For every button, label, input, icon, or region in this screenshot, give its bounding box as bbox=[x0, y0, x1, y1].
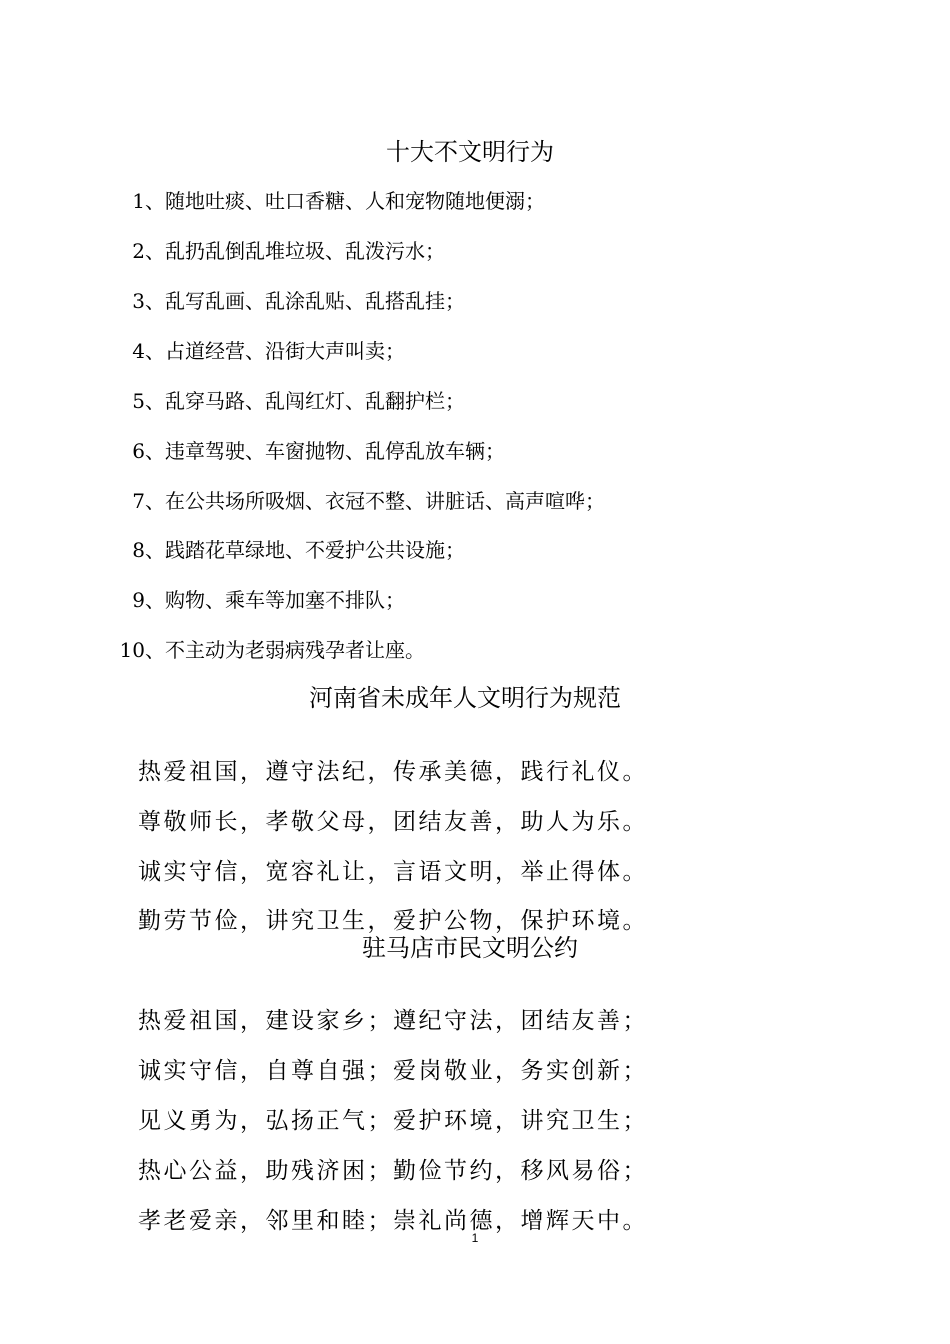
item-number: 9、 bbox=[132, 588, 165, 612]
list-item bbox=[110, 436, 750, 466]
item-text: 违章驾驶、车窗抛物、乱停乱放车辆； bbox=[165, 439, 505, 463]
citizens-convention-line: 孝老爱亲，邻里和睦；崇礼尚德，增辉天中。 bbox=[138, 1208, 648, 1234]
item-text: 购物、乘车等加塞不排队； bbox=[165, 588, 405, 612]
item-number: 1、 bbox=[132, 189, 165, 213]
list-item bbox=[110, 336, 750, 366]
item-text: 占道经营、沿街大声叫卖； bbox=[165, 339, 405, 363]
item-number: 4、 bbox=[132, 339, 165, 363]
page-number: 1 bbox=[471, 1231, 479, 1245]
section-title-uncivilized-behaviors: 十大不文明行为 bbox=[386, 138, 554, 166]
list-item bbox=[110, 186, 750, 216]
section-title-citizens-convention: 驻马店市民文明公约 bbox=[362, 934, 578, 962]
list-item bbox=[110, 585, 750, 615]
minors-code-line: 诚实守信，宽容礼让，言语文明，举止得体。 bbox=[138, 859, 648, 885]
citizens-convention-line: 热爱祖国，建设家乡；遵纪守法，团结友善； bbox=[138, 1008, 648, 1034]
item-text: 乱穿马路、乱闯红灯、乱翻护栏； bbox=[165, 389, 465, 413]
minors-code-line: 勤劳节俭，讲究卫生，爱护公物，保护环境。 bbox=[138, 908, 648, 934]
item-text: 在公共场所吸烟、衣冠不整、讲脏话、高声喧哗； bbox=[165, 489, 605, 513]
list-item bbox=[110, 386, 750, 416]
minors-code-line: 热爱祖国，遵守法纪，传承美德，践行礼仪。 bbox=[138, 759, 648, 785]
citizens-convention-line: 见义勇为，弘扬正气；爱护环境，讲究卫生； bbox=[138, 1108, 648, 1134]
item-text: 不主动为老弱病残孕者让座。 bbox=[165, 638, 425, 662]
list-item bbox=[110, 286, 750, 316]
item-number: 7、 bbox=[132, 489, 165, 513]
list-item bbox=[110, 236, 750, 266]
list-item bbox=[110, 535, 750, 565]
item-text: 随地吐痰、吐口香糖、人和宠物随地便溺； bbox=[165, 189, 545, 213]
item-text: 乱扔乱倒乱堆垃圾、乱泼污水； bbox=[165, 239, 445, 263]
item-number: 6、 bbox=[132, 439, 165, 463]
list-item bbox=[110, 486, 750, 516]
section-title-minors-code: 河南省未成年人文明行为规范 bbox=[309, 684, 621, 712]
item-text: 乱写乱画、乱涂乱贴、乱搭乱挂； bbox=[165, 289, 465, 313]
item-number: 3、 bbox=[132, 289, 165, 313]
item-number: 5、 bbox=[132, 389, 165, 413]
list-item bbox=[110, 635, 750, 665]
minors-code-line: 尊敬师长，孝敬父母，团结友善，助人为乐。 bbox=[138, 809, 648, 835]
item-text: 践踏花草绿地、不爱护公共设施； bbox=[165, 538, 465, 562]
item-number: 2、 bbox=[132, 239, 165, 263]
citizens-convention-line: 热心公益，助残济困；勤俭节约，移风易俗； bbox=[138, 1158, 648, 1184]
item-number: 10、 bbox=[119, 638, 165, 662]
item-number: 8、 bbox=[132, 538, 165, 562]
citizens-convention-line: 诚实守信，自尊自强；爱岗敬业，务实创新； bbox=[138, 1058, 648, 1084]
